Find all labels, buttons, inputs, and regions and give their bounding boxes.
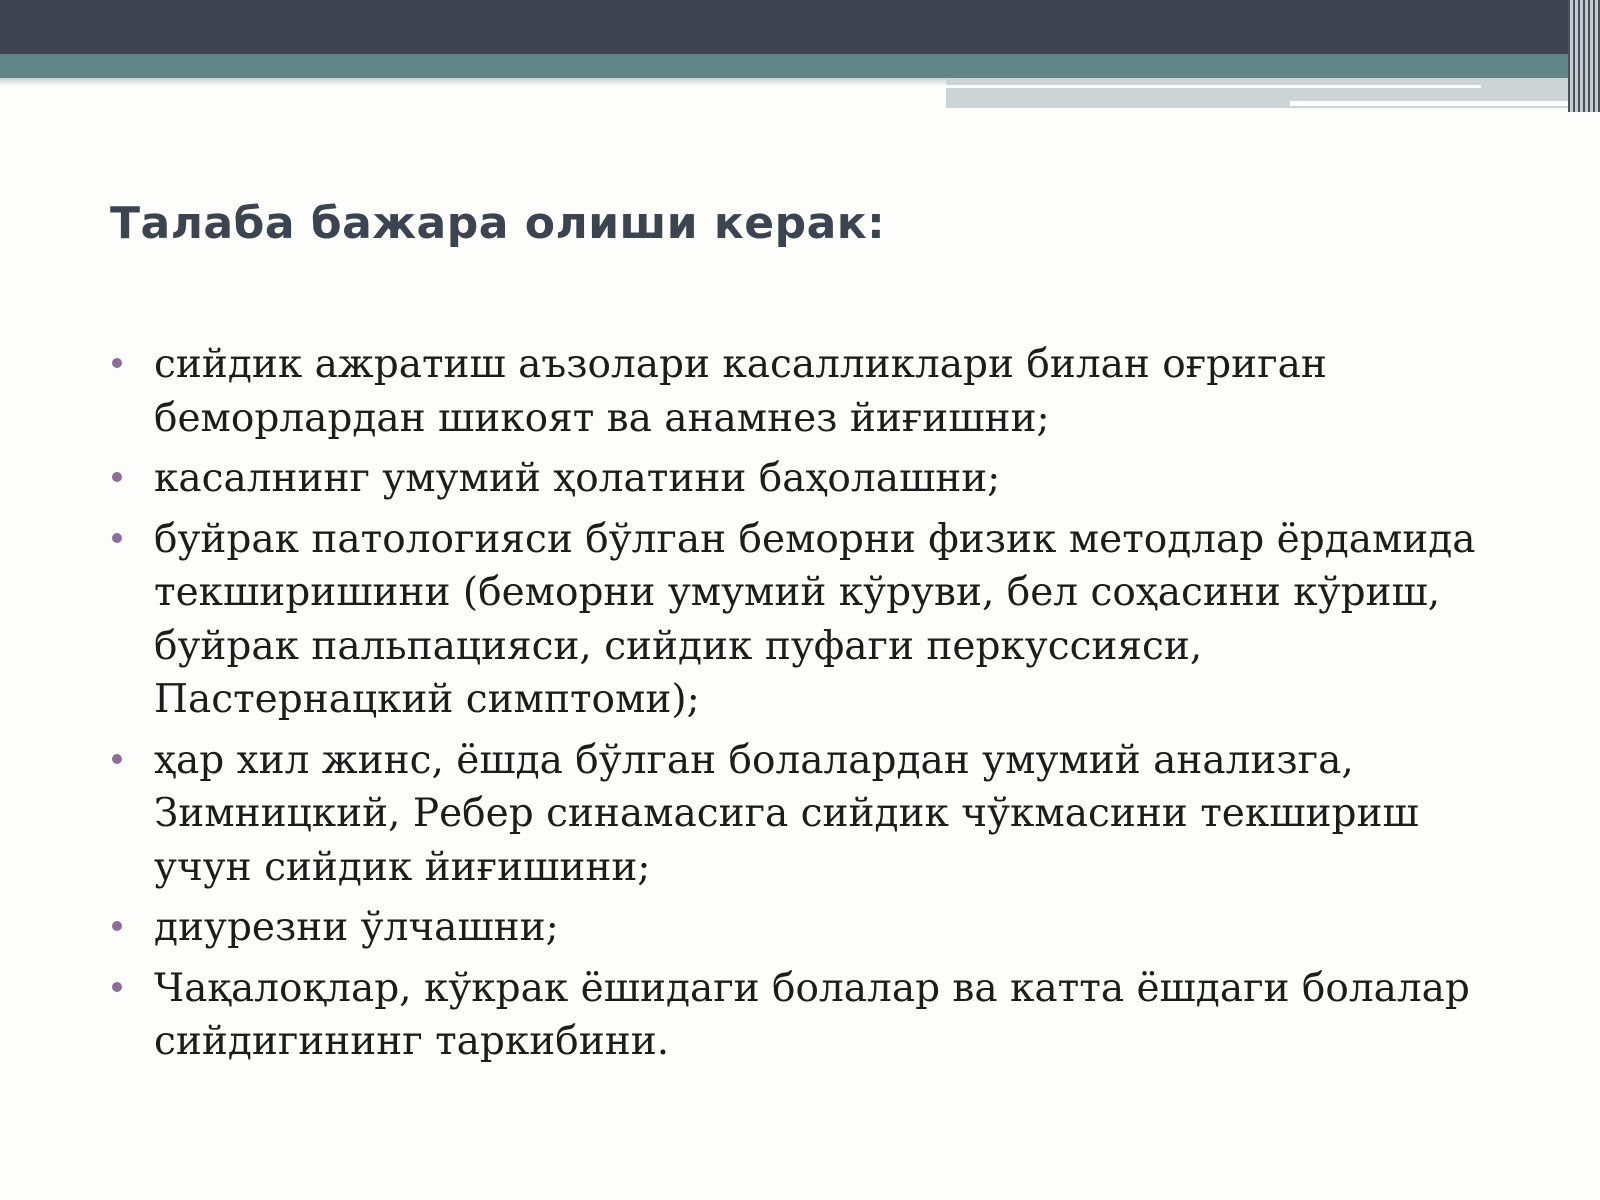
header-banner-line [946, 85, 1481, 88]
bullet-item [106, 452, 1506, 506]
bullet-item [106, 513, 1506, 727]
bullet-item [106, 338, 1506, 445]
header-banner-line-lower [1290, 101, 1568, 106]
slide-title: Талаба бажара олиши керак: [110, 198, 886, 249]
bullet-marker-icon [112, 754, 122, 764]
bullet-text: ҳар хил жинс, ёшда бўлган болалардан умумий анализга, Зимницкий, Ребер синамасига сийдик чўкмасини текшириш учун сийдик йиғишини; [154, 737, 1419, 890]
bullet-text: диурезни ўлчашни; [154, 905, 559, 950]
bullet-item [106, 734, 1506, 895]
bullet-marker-icon [112, 921, 122, 931]
bullet-text: сийдик ажратиш аъзолари касалликлари билан оғриган беморлардан шикоят ва анамнез йиғишни; [154, 342, 1327, 441]
header-banner-shadow [0, 78, 946, 86]
bullet-marker-icon [112, 982, 122, 992]
bullet-text: Чақалоқлар, кўкрак ёшидаги болалар ва катта ёшдаги болалар сийдигининг таркибини. [154, 965, 1470, 1064]
header-banner-teal [0, 54, 1600, 78]
bullet-marker-icon [112, 358, 122, 368]
bullet-text: касалнинг умумий ҳолатини баҳолашни; [154, 456, 1001, 501]
bullet-item [106, 901, 1506, 955]
bullet-marker-icon [112, 472, 122, 482]
bullet-item [106, 962, 1506, 1069]
bullet-text: буйрак патологияси бўлган беморни физик методлар ёрдамида текширишини (беморни умумий кўруви, бел соҳасини кўриш, буйрак пальпацияси, сийдик пуфаги перкуссияси, Пастернацкий симптоми); [154, 516, 1476, 722]
header-edge-stripes [1568, 0, 1600, 112]
header-banner-dark [0, 0, 1600, 54]
bullet-list [106, 338, 1506, 1076]
bullet-marker-icon [112, 533, 122, 543]
